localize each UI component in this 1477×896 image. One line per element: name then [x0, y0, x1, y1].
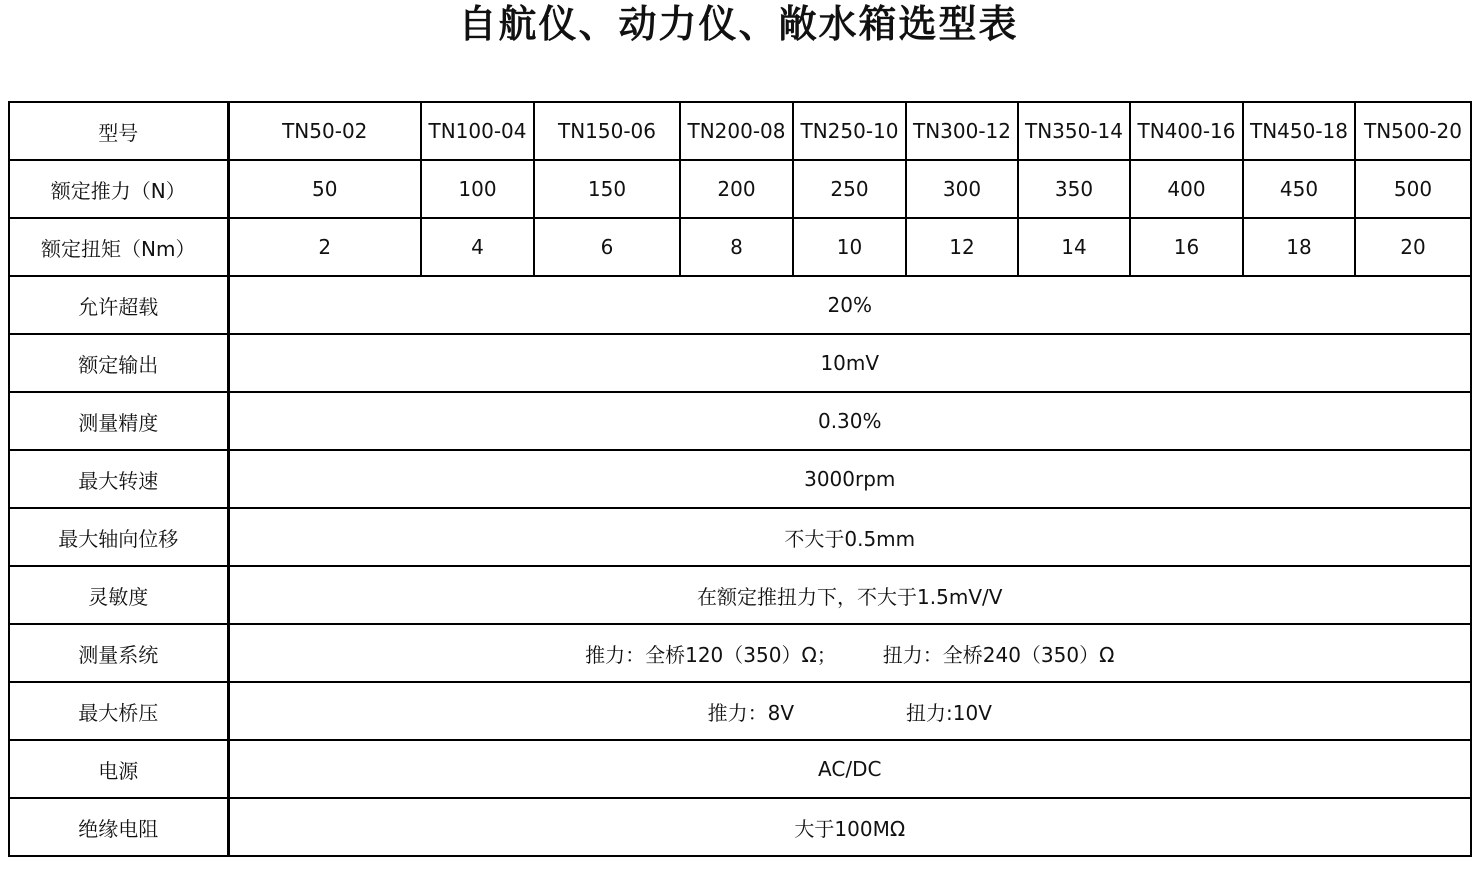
row-label: 最大轴向位移: [9, 508, 228, 566]
table-row-insulation: [9, 798, 1471, 856]
row-value: 在额定推扭力下，不大于1.5mV/V: [228, 566, 1471, 624]
row-label-thrust: 额定推力（N）: [9, 160, 228, 218]
thrust-cell: 350: [1018, 160, 1130, 218]
row-label: 绝缘电阻: [9, 798, 228, 856]
row-value: 大于100MΩ: [228, 798, 1471, 856]
model-cell: TN300-12: [906, 102, 1018, 160]
row-label-torque: 额定扭矩（Nm）: [9, 218, 228, 276]
row-label: 电源: [9, 740, 228, 798]
model-cell: TN100-04: [421, 102, 534, 160]
row-label: 测量精度: [9, 392, 228, 450]
model-cell: TN350-14: [1018, 102, 1130, 160]
table-row-sensitivity: [9, 566, 1471, 624]
table-row-axial-displacement: [9, 508, 1471, 566]
model-cell: TN400-16: [1130, 102, 1243, 160]
row-label: 额定输出: [9, 334, 228, 392]
table-row-power: [9, 740, 1471, 798]
model-cell: TN450-18: [1243, 102, 1355, 160]
measurement-torque: 扭力：全桥240（350）Ω: [882, 642, 1115, 667]
table-row-overload: [9, 276, 1471, 334]
model-cell: TN500-20: [1355, 102, 1471, 160]
torque-cell: 20: [1355, 218, 1471, 276]
table-row-accuracy: [9, 392, 1471, 450]
torque-cell: 16: [1130, 218, 1243, 276]
row-value: [228, 624, 1471, 682]
thrust-cell: 300: [906, 160, 1018, 218]
thrust-cell: 100: [421, 160, 534, 218]
row-value: 20%: [228, 276, 1471, 334]
torque-cell: 14: [1018, 218, 1130, 276]
bridge-thrust: 推力：8V: [707, 700, 795, 725]
table-row-thrust: [9, 160, 1471, 218]
thrust-cell: 400: [1130, 160, 1243, 218]
selection-table: [8, 101, 1472, 857]
thrust-cell: 200: [680, 160, 793, 218]
thrust-cell: 150: [534, 160, 680, 218]
torque-cell: 8: [680, 218, 793, 276]
torque-cell: 4: [421, 218, 534, 276]
row-value: 3000rpm: [228, 450, 1471, 508]
row-value: [228, 682, 1471, 740]
table-row-model: [9, 102, 1471, 160]
torque-cell: 12: [906, 218, 1018, 276]
row-label-model: 型号: [9, 102, 228, 160]
model-cell: TN50-02: [228, 102, 421, 160]
thrust-cell: 250: [793, 160, 906, 218]
row-value: AC/DC: [228, 740, 1471, 798]
row-value: 不大于0.5mm: [228, 508, 1471, 566]
torque-cell: 10: [793, 218, 906, 276]
model-cell: TN200-08: [680, 102, 793, 160]
row-label: 最大转速: [9, 450, 228, 508]
page-title: 自航仪、动力仪、敞水箱选型表: [458, 2, 1019, 46]
row-value: 10mV: [228, 334, 1471, 392]
table-row-max-speed: [9, 450, 1471, 508]
row-label: 允许超载: [9, 276, 228, 334]
thrust-cell: 450: [1243, 160, 1355, 218]
thrust-cell: 50: [228, 160, 421, 218]
torque-cell: 18: [1243, 218, 1355, 276]
table-row-torque: [9, 218, 1471, 276]
table-row-max-bridge-voltage: [9, 682, 1471, 740]
row-label: 测量系统: [9, 624, 228, 682]
model-cell: TN150-06: [534, 102, 680, 160]
row-label: 最大桥压: [9, 682, 228, 740]
bridge-torque: 扭力:10V: [906, 700, 992, 725]
table-row-output: [9, 334, 1471, 392]
torque-cell: 6: [534, 218, 680, 276]
torque-cell: 2: [228, 218, 421, 276]
row-value: 0.30%: [228, 392, 1471, 450]
row-label: 灵敏度: [9, 566, 228, 624]
model-cell: TN250-10: [793, 102, 906, 160]
measurement-thrust: 推力：全桥120（350）Ω；: [585, 642, 837, 667]
thrust-cell: 500: [1355, 160, 1471, 218]
table-row-measurement-system: [9, 624, 1471, 682]
